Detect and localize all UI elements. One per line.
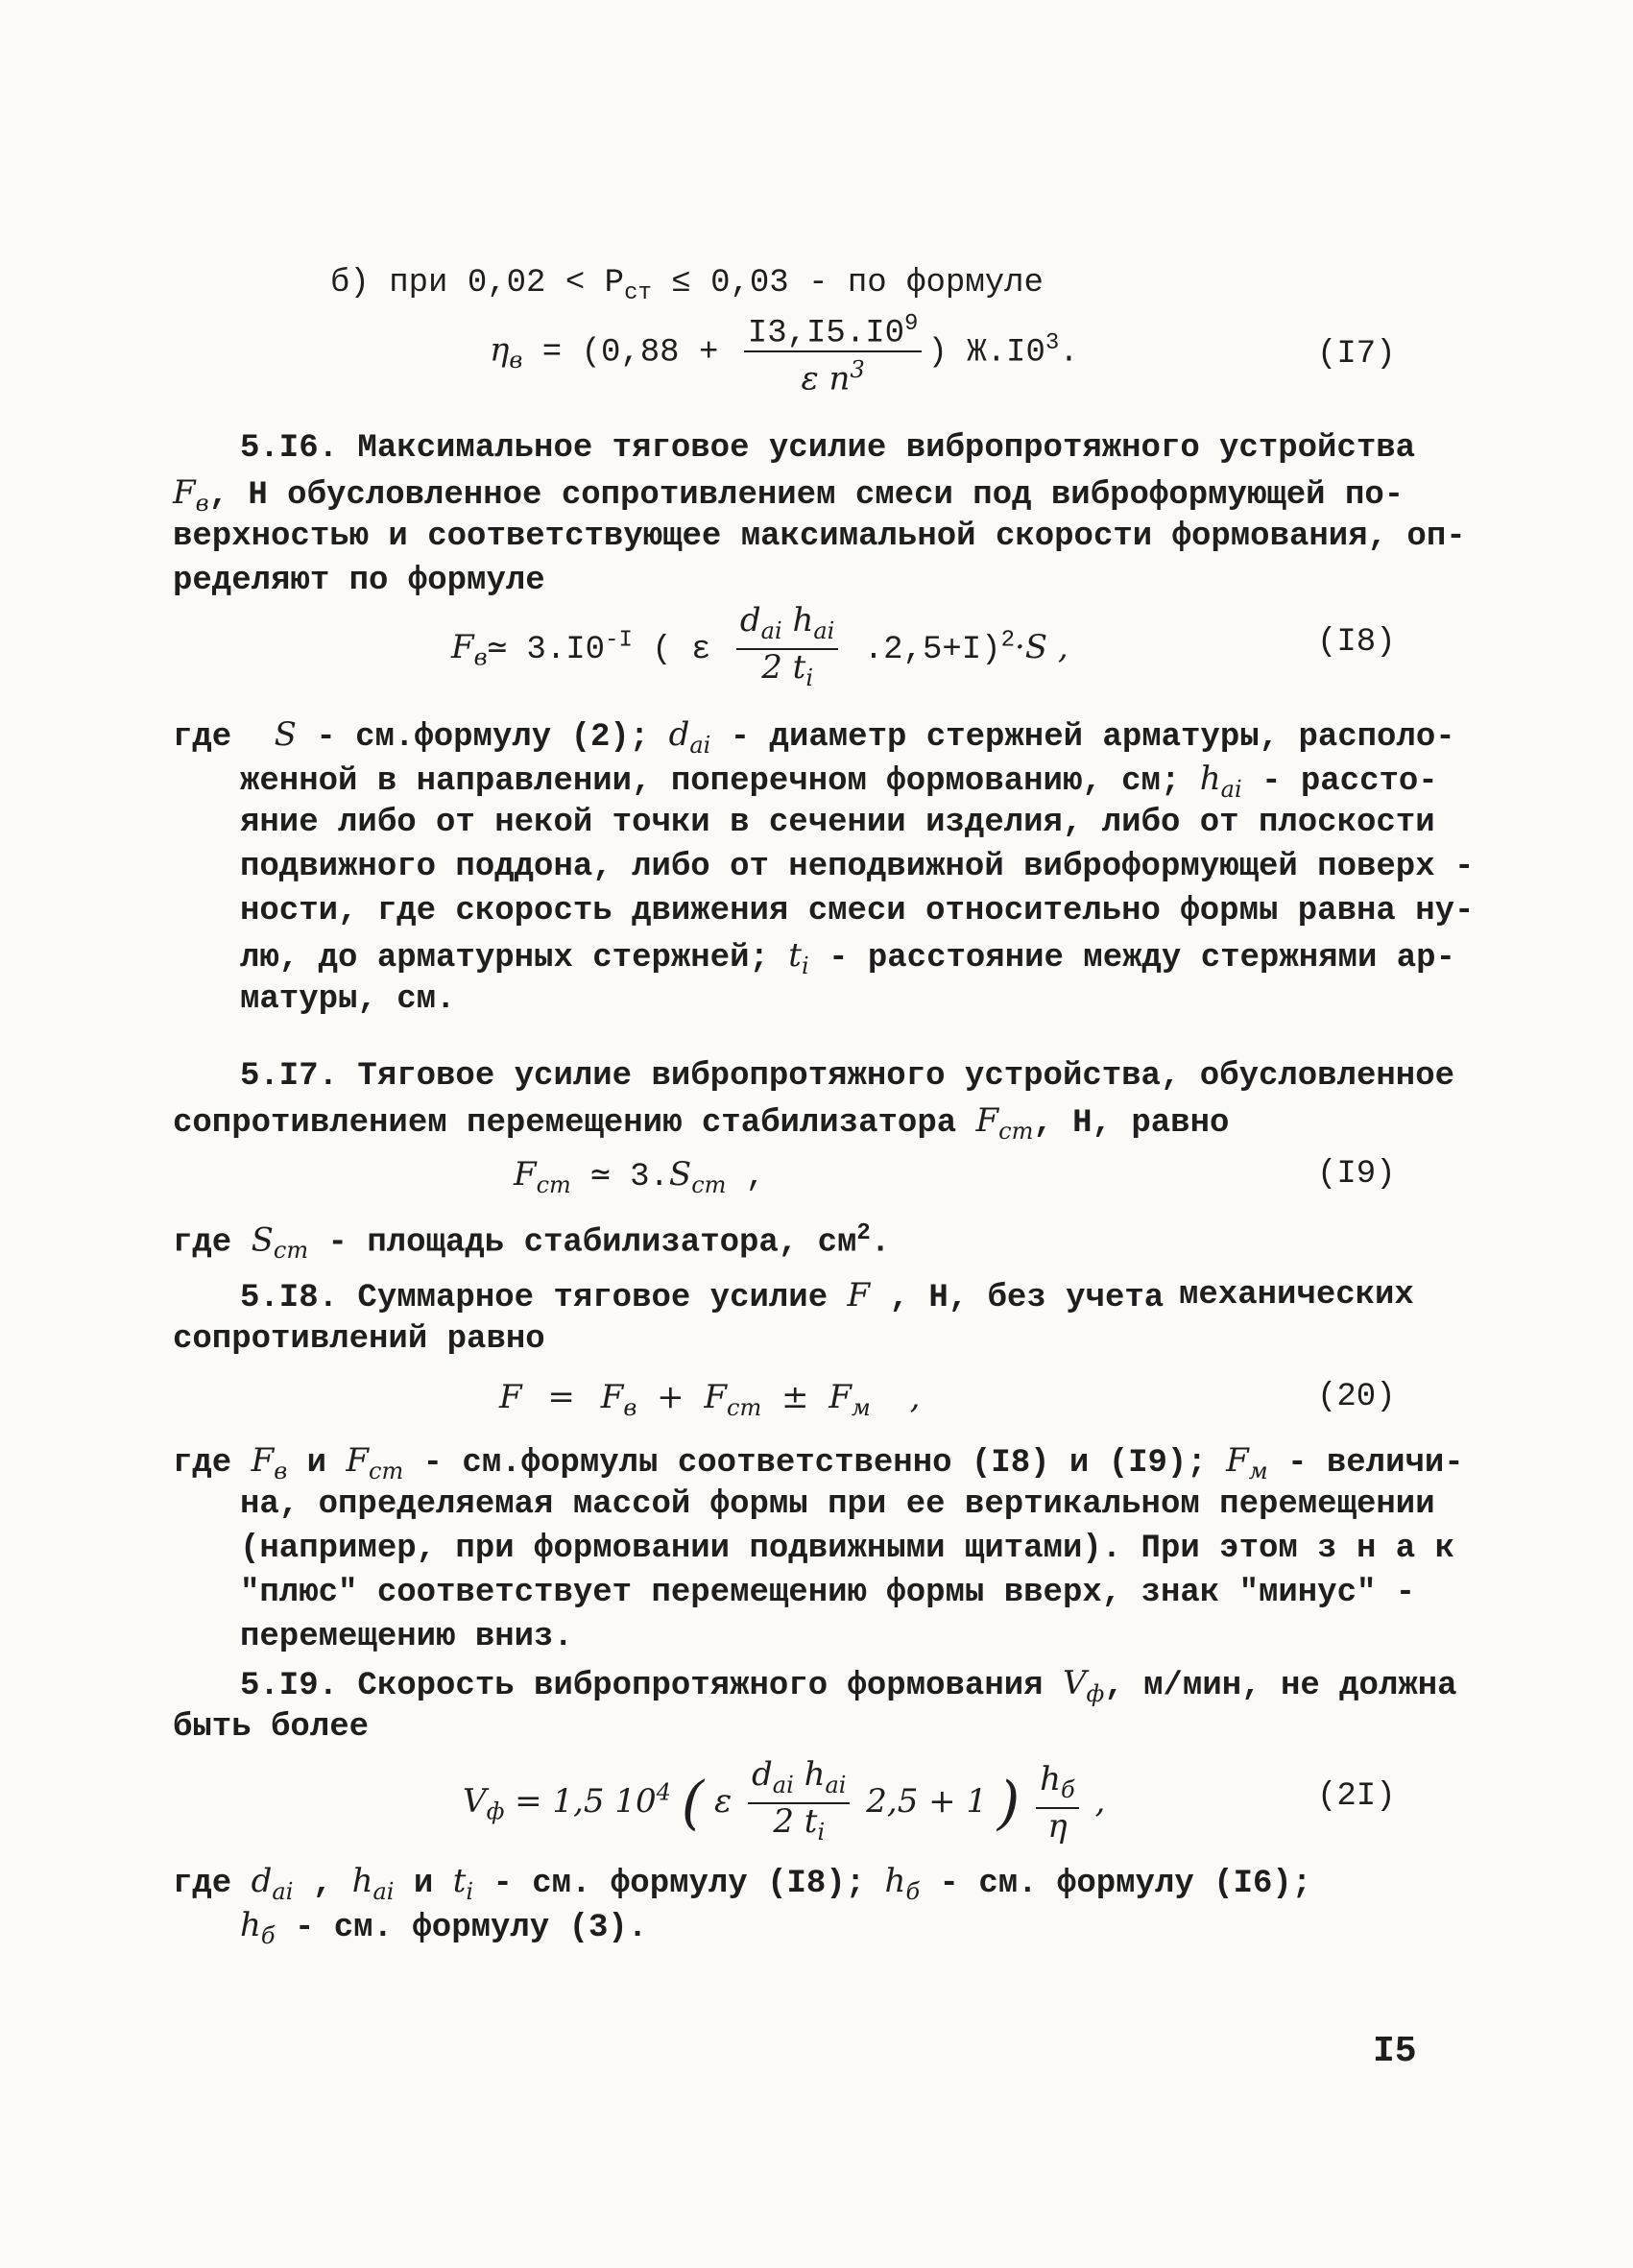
formula-21: $V_ф = 1,5$ $10^4$ ( ε $\frac{d_{ai} h_{ai}}{2 t_i}$ 2,5 + 1 ) $\frac{h_б}{\eta}$ ,	[463, 1757, 1105, 1849]
equation-number: (2I)	[1317, 1778, 1396, 1815]
paragraph-5-17-line2: сопротивлением перемещению стабилизатора $F_{ст}$, Н, равно	[173, 1101, 1230, 1145]
paragraph-5-18-line1-end: механических	[1179, 1277, 1414, 1314]
where-line5: ности, где скорость движения смеси относительно формы равна ну-	[240, 893, 1475, 929]
formula-20: $F = F_в + F_{ст} \pm F_м$ ,	[499, 1378, 921, 1421]
where-line6: лю, до арматурных стержней; $t_i$ - расстояние между стержнями ар-	[240, 936, 1455, 979]
formula-18: $F_в≃$ $3.I0^{-I}$ ( ε $\frac{d_{ai} h_{ai}}{2 t_i}$ .2,5+I)$^2$·S ,	[451, 603, 1069, 695]
equation-number: (I7)	[1317, 336, 1396, 373]
paragraph-5-19-line1: 5.I9. Скорость вибропротяжного формования $V_ф$, м/мин, не должна	[240, 1664, 1457, 1707]
page-number: I5	[1373, 2031, 1417, 2072]
where-line7: матуры, см.	[240, 981, 456, 1018]
where-line13: перемещению вниз.	[240, 1619, 573, 1655]
where-line9: где $F_в$ и $F_{ст}$ - см.формулы соответственно (I8) и (I9); $F_м$ - величи-	[173, 1441, 1464, 1484]
condition-line: б) при $0,02 < Р_{ст} \le 0,03$ - по формуле	[330, 265, 1044, 306]
paragraph-5-16-line2: $F_в$, Н обусловленное сопротивлением смеси под виброформующей по-	[173, 473, 1405, 517]
formula-17: $\eta_в = (0,88$ + $\frac{I3,I5.I0^9}{\varepsilon n^3}$ ) $Ж.I0^3$.	[490, 307, 1079, 397]
paragraph-5-16-line1: 5.I6. Максимальное тяговое усилие вибропротяжного	[240, 430, 1200, 467]
fraction: $\frac{d_{ai} h_{ai}}{2 t_i}$	[736, 603, 838, 695]
where-line8: где $S_{ст}$ - площадь стабилизатора, $см^2$.	[173, 1220, 891, 1265]
where-line1: где S - см.формулу (2); $d_{ai}$ - диаметр стержней арматуры, располо-	[173, 715, 1455, 759]
where-line15: $h_б$ - см. формулу (3).	[240, 1906, 648, 1949]
formula-19: $F_{ст}$ ≃ $3.S_{ст}$ ,	[514, 1155, 766, 1198]
paragraph-5-16-line1-end: устройства	[1219, 430, 1416, 467]
equation-number: (20)	[1317, 1379, 1396, 1415]
where-line2: женной в направлении, поперечном формованию, см; $h_{ai}$ - рассто-	[240, 760, 1438, 803]
equation-number: (I9)	[1317, 1156, 1396, 1193]
paragraph-5-18-line1: 5.I8. Суммарное тяговое усилие F , Н, без учета	[240, 1276, 1165, 1316]
equation-number: (I8)	[1317, 624, 1396, 661]
paragraph-5-16-line3: верхностью и соответствующее максимальной скорости формования, оп-	[173, 519, 1466, 555]
where-line11: (например, при формовании подвижными щитами). При этом з н а к	[240, 1531, 1455, 1567]
where-line14: где $d_{ai}$ , $h_{ai}$ и $t_i$ - см. формулу (I8); $h_б$ - см. формулу (I6);	[173, 1862, 1312, 1905]
fraction: $\frac{d_{ai} h_{ai}}{2 t_i}$	[748, 1757, 850, 1849]
paragraph-5-17-line1: 5.I7. Тяговое усилие вибропротяжного устройства, обусловленное	[240, 1058, 1455, 1095]
where-line4: подвижного поддона, либо от неподвижной виброформующей поверх -	[240, 849, 1475, 885]
paragraph-5-16-line4: ределяют по формуле	[173, 563, 545, 599]
paragraph-5-18-line2: сопротивлений равно	[173, 1321, 545, 1358]
fraction: $\frac{h_б}{\eta}$	[1036, 1762, 1079, 1844]
where-line3: яние либо от некой точки в сечении изделия, либо от плоскости	[240, 805, 1435, 841]
paragraph-5-19-line2: быть более	[173, 1709, 370, 1746]
where-line10: на, определяемая массой формы при ее вертикальном перемещении	[240, 1486, 1435, 1523]
where-line12: "плюс" соответствует перемещению формы вверх, знак "минус" -	[240, 1575, 1416, 1611]
fraction: $\frac{I3,I5.I0^9}{\varepsilon n^3}$	[744, 307, 923, 397]
